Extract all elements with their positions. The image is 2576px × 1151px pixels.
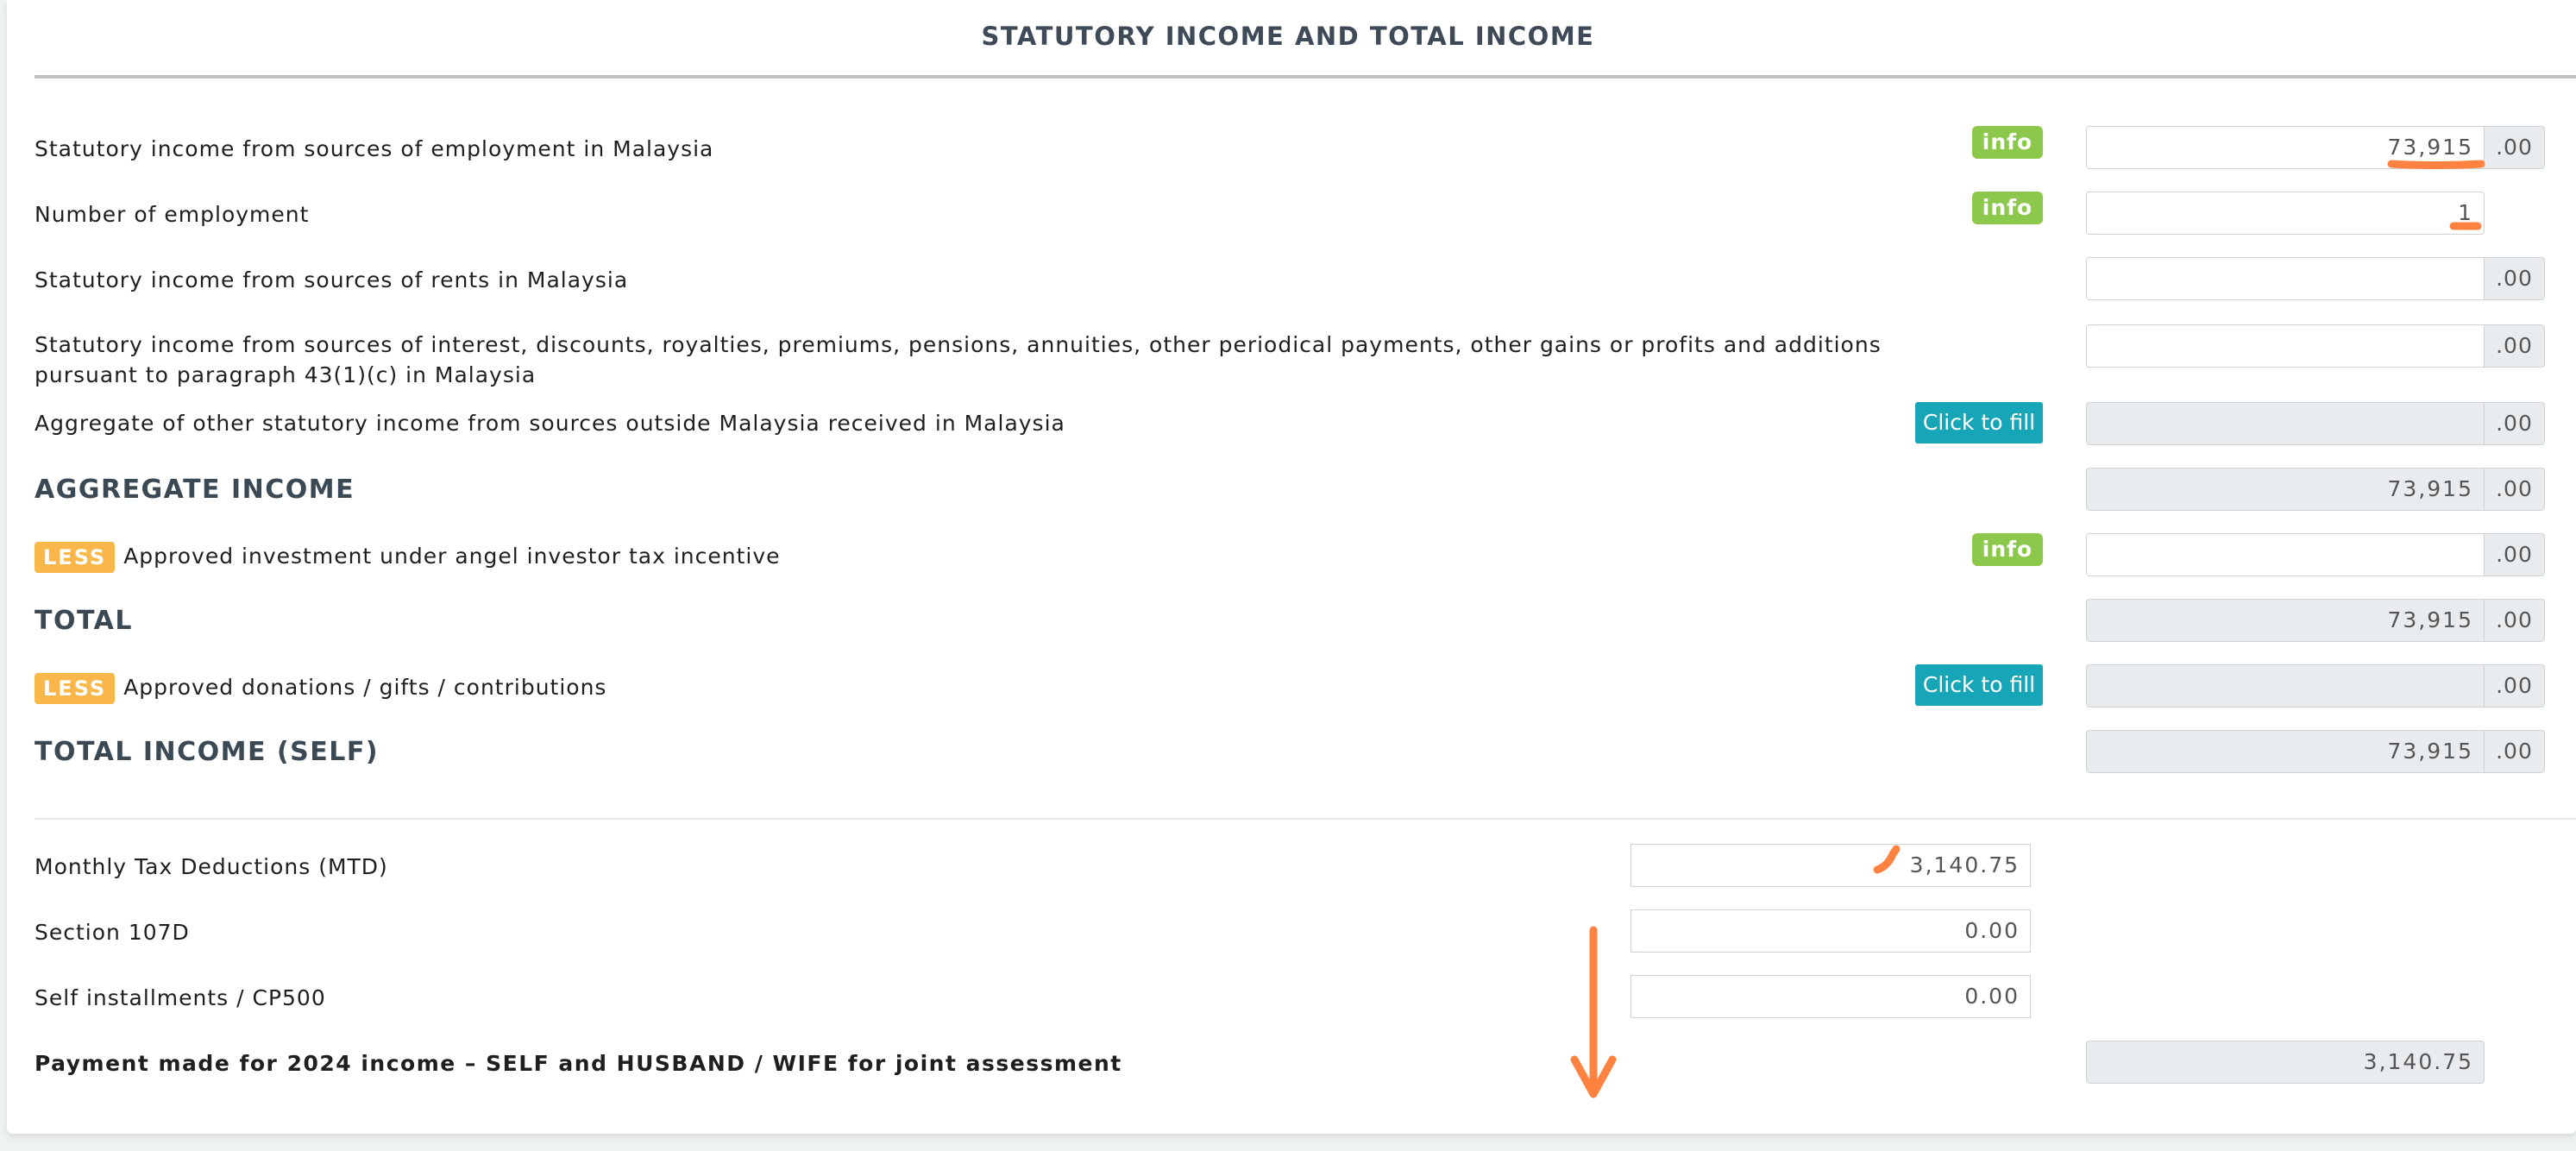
donations-label-text: Approved donations / gifts / contributions [123,675,607,700]
rents-label: Statutory income from sources of rents in Malaysia [35,267,629,292]
angel-cents: .00 [2485,533,2545,576]
donations-label [35,673,606,704]
section-107d-input[interactable]: 0.00 [1630,909,2031,953]
total-self-label: TOTAL INCOME (SELF) [35,737,380,767]
mtd-input[interactable]: 3,140.75 [1630,844,2031,887]
outside-label: Aggregate of other statutory income from sources outside Malaysia received in Malaysia [35,411,1065,436]
angel-info-button[interactable]: info [1972,533,2043,566]
rents-cents: .00 [2485,257,2545,300]
aggregate-label: AGGREGATE INCOME [35,475,355,505]
interest-label: Statutory income from sources of interest, discounts, royalties, premiums, pensions, annuities, other periodical payments, other gains or profits and additions pursuant to paragraph 43(1)(c) in Malaysia [35,332,1882,387]
outside-click-to-fill-button[interactable]: Click to fill [1915,402,2043,443]
less-badge: LESS [35,673,115,704]
total-self-input: 73,915 [2086,730,2485,773]
total-input: 73,915 [2086,599,2485,642]
employment-input[interactable]: 73,915 [2086,126,2485,169]
section-107d-label: Section 107D [35,920,190,945]
angel-label [35,542,781,573]
total-payment-label: Payment made for 2024 income – SELF and HUSBAND / WIFE for joint assessment [35,1051,1122,1076]
angel-input[interactable] [2086,533,2485,576]
total-self-cents: .00 [2485,730,2545,773]
total-label: TOTAL [35,606,133,636]
donations-cents: .00 [2485,664,2545,708]
mtd-label: Monthly Tax Deductions (MTD) [35,854,388,879]
aggregate-cents: .00 [2485,468,2545,511]
employment-info-button[interactable]: info [1972,126,2043,159]
num-employment-label: Number of employment [35,202,310,227]
section-title: STATUTORY INCOME AND TOTAL INCOME [981,22,1595,51]
angel-label-text: Approved investment under angel investor tax incentive [123,544,781,569]
interest-cents: .00 [2485,324,2545,368]
interest-input[interactable] [2086,324,2485,368]
cp500-input[interactable]: 0.00 [1630,975,2031,1018]
donations-click-to-fill-button[interactable]: Click to fill [1915,664,2043,706]
section-divider [35,818,2576,820]
num-employment-info-button[interactable]: info [1972,192,2043,224]
total-cents: .00 [2485,599,2545,642]
donations-input [2086,664,2485,708]
title-divider [35,75,2576,79]
rents-input[interactable] [2086,257,2485,300]
employment-cents: .00 [2485,126,2545,169]
num-employment-input[interactable]: 1 [2086,192,2485,235]
cp500-label: Self installments / CP500 [35,985,326,1010]
outside-cents: .00 [2485,402,2545,445]
total-payment-input: 3,140.75 [2086,1041,2485,1084]
employment-label: Statutory income from sources of employment in Malaysia [35,136,714,161]
aggregate-input: 73,915 [2086,468,2485,511]
less-badge: LESS [35,542,115,573]
outside-input [2086,402,2485,445]
